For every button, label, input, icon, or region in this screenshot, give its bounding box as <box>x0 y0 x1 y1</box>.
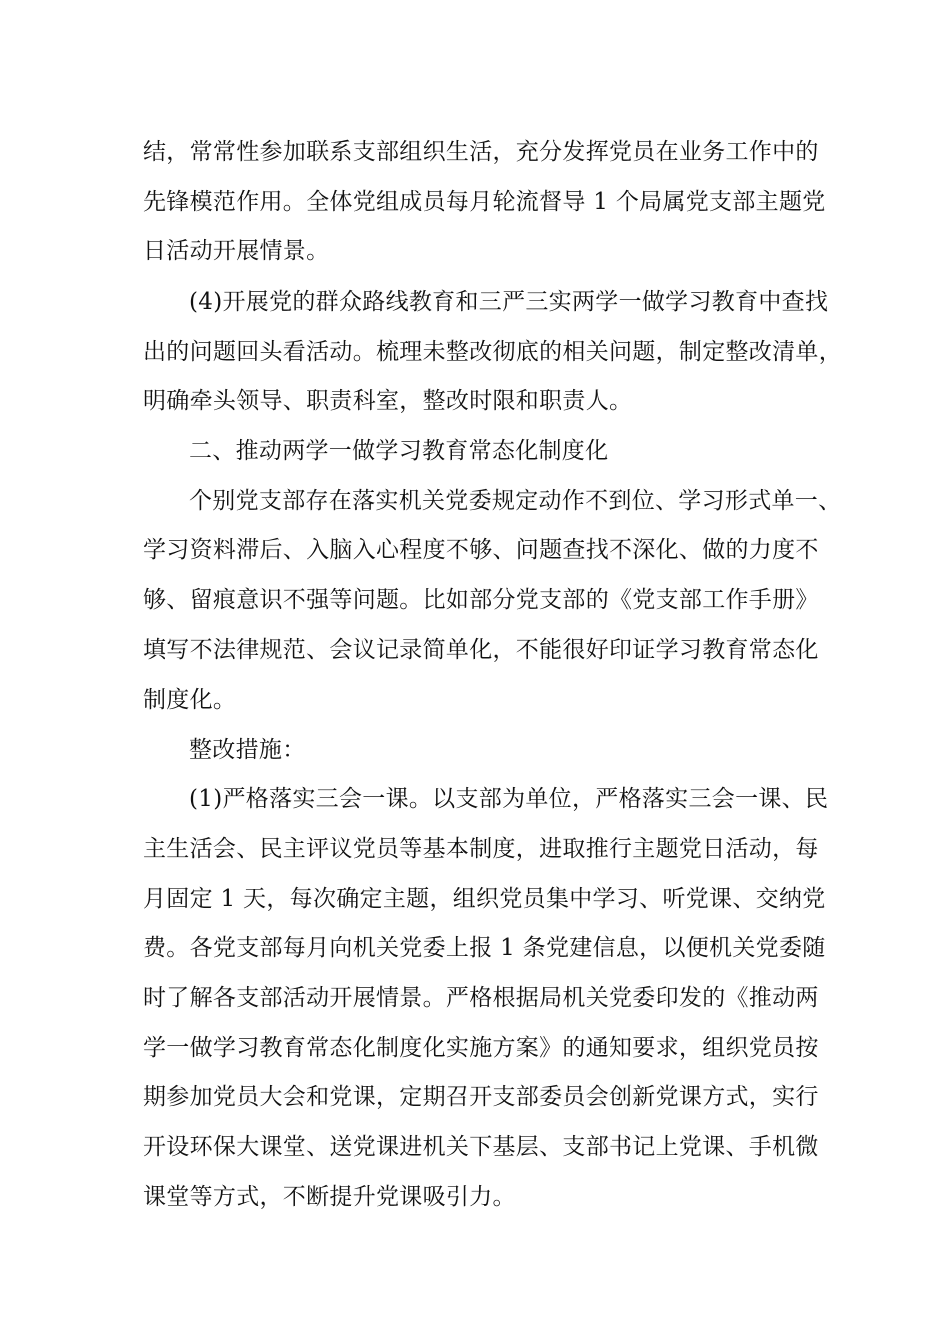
paragraph-line: 日活动开展情景。 <box>143 238 330 264</box>
paragraph-line: 主生活会、民主评议党员等基本制度，进取推行主题党日活动，每 <box>143 836 819 862</box>
section-heading: 二、推动两学一做学习教育常态化制度化 <box>189 438 609 464</box>
paragraph-line: 课堂等方式，不断提升党课吸引力。 <box>143 1184 516 1210</box>
paragraph-line: 个别党支部存在落实机关党委规定动作不到位、学习形式单一、 <box>189 488 842 514</box>
paragraph-line: (1)严格落实三会一课。以支部为单位，严格落实三会一课、民 <box>189 786 829 812</box>
paragraph-line: 出的问题回头看活动。梳理未整改彻底的相关问题，制定整改清单， <box>143 339 842 365</box>
paragraph-line: (4)开展党的群众路线教育和三严三实两学一做学习教育中查找 <box>189 289 829 315</box>
paragraph-line: 月固定 1 天，每次确定主题，组织党员集中学习、听党课、交纳党 <box>143 886 826 912</box>
paragraph-line: 时了解各支部活动开展情景。严格根据局机关党委印发的《推动两 <box>143 985 819 1011</box>
paragraph-line: 学一做学习教育常态化制度化实施方案》的通知要求，组织党员按 <box>143 1035 819 1061</box>
paragraph-line: 费。各党支部每月向机关党委上报 1 条党建信息，以便机关党委随 <box>143 935 826 961</box>
paragraph-line: 期参加党员大会和党课，定期召开支部委员会创新党课方式，实行 <box>143 1084 819 1110</box>
paragraph-line: 明确牵头领导、职责科室，整改时限和职责人。 <box>143 388 633 414</box>
paragraph-line: 够、留痕意识不强等问题。比如部分党支部的《党支部工作手册》 <box>143 587 819 613</box>
paragraph-line: 先锋模范作用。全体党组成员每月轮流督导 1 个局属党支部主题党 <box>143 189 826 215</box>
paragraph-line: 制度化。 <box>143 687 237 713</box>
paragraph-line: 结，常常性参加联系支部组织生活，充分发挥党员在业务工作中的 <box>143 139 819 165</box>
paragraph-line: 开设环保大课堂、送党课进机关下基层、支部书记上党课、手机微 <box>143 1134 819 1160</box>
paragraph-line: 学习资料滞后、入脑入心程度不够、问题查找不深化、做的力度不 <box>143 537 819 563</box>
measures-label: 整改措施： <box>189 737 306 763</box>
paragraph-line: 填写不法律规范、会议记录简单化，不能很好印证学习教育常态化 <box>143 637 819 663</box>
